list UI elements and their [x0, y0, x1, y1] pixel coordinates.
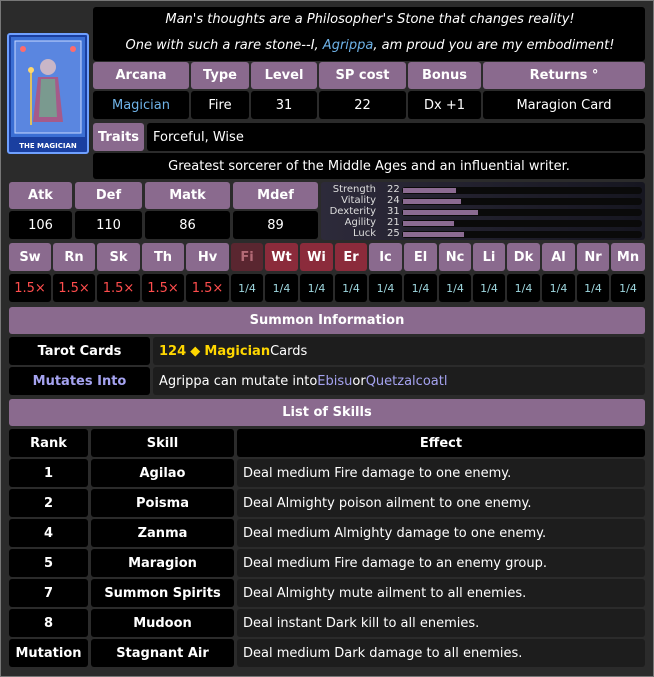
atk-value: 106 — [9, 211, 72, 239]
skill-effect: Deal medium Almighty damage to one enemy. — [237, 519, 645, 547]
sp-cost-value: 22 — [319, 91, 406, 119]
affinity-value-th: 1.5 × — [142, 274, 184, 302]
skill-effect: Deal medium Dark damage to all enemies. — [237, 639, 645, 667]
traits-label: Traits — [93, 123, 144, 151]
affinity-value-rn: 1.5 × — [53, 274, 95, 302]
affinity-header-nr: Nr — [577, 243, 609, 271]
matk-value: 86 — [145, 211, 230, 239]
effect-header: Effect — [237, 429, 645, 457]
stat-bar — [403, 210, 478, 215]
quote-line-2: One with such a rare stone--I, Agrippa, am proud you are my embodiment! — [125, 38, 615, 53]
stat-value: 31 — [387, 206, 400, 217]
stat-value: 22 — [387, 184, 400, 195]
affinity-value-fi: 1 / 4 — [231, 274, 263, 302]
skill-name[interactable]: Stagnant Air — [91, 639, 234, 667]
affinity-header-dk: Dk — [507, 243, 540, 271]
skill-effect: Deal Almighty poison ailment to one enemy. — [237, 489, 645, 517]
rank-header: Rank — [9, 429, 88, 457]
affinity-value-al: 1 / 4 — [542, 274, 575, 302]
tarot-cards-value: 124 ◆ Magician Cards — [153, 337, 645, 365]
traits-value: Forceful, Wise — [147, 123, 645, 151]
returns-header: Returns ° — [483, 62, 645, 89]
mutation-ebisu-link[interactable]: Ebisu — [317, 373, 353, 389]
skills-title: List of Skills — [9, 399, 645, 426]
affinity-value-sk: 1.5 × — [97, 274, 140, 302]
arcana-header: Arcana — [93, 62, 189, 89]
affinity-header-wt: Wt — [265, 243, 298, 271]
stat-label: Strength — [332, 184, 376, 195]
affinity-header-el: El — [404, 243, 437, 271]
skill-rank: 4 — [9, 519, 88, 547]
sp-cost-header: SP cost — [319, 62, 406, 89]
matk-header: Matk — [145, 182, 230, 209]
magician-figure-icon — [11, 37, 85, 137]
bonus-header: Bonus — [408, 62, 481, 89]
mdef-value: 89 — [233, 211, 318, 239]
def-value: 110 — [75, 211, 142, 239]
affinity-header-er: Er — [335, 243, 367, 271]
affinity-header-fi: Fi — [231, 243, 263, 271]
affinity-value-sw: 1.5 × — [9, 274, 51, 302]
affinity-value-hv: 1.5 × — [186, 274, 229, 302]
mutation-quetzalcoatl-link[interactable]: Quetzalcoatl — [365, 373, 448, 389]
stat-bar — [403, 188, 456, 193]
affinity-header-wi: Wi — [300, 243, 333, 271]
skill-name[interactable]: Zanma — [91, 519, 234, 547]
summon-title: Summon Information — [9, 307, 645, 334]
affinity-value-dk: 1 / 4 — [507, 274, 540, 302]
affinity-value-er: 1 / 4 — [335, 274, 367, 302]
level-header: Level — [251, 62, 317, 89]
diamond-icon: ◆ — [190, 343, 201, 359]
affinity-value-mn: 1 / 4 — [611, 274, 645, 302]
arcana-value[interactable]: Magician — [93, 91, 189, 119]
stat-bar — [403, 199, 461, 204]
affinity-value-el: 1 / 4 — [404, 274, 437, 302]
skill-effect: Deal medium Fire damage to an enemy group. — [237, 549, 645, 577]
mdef-header: Mdef — [233, 182, 318, 209]
skill-name[interactable]: Agilao — [91, 459, 234, 487]
bonus-value: Dx +1 — [408, 91, 481, 119]
stat-value: 24 — [387, 195, 400, 206]
affinity-value-ic: 1 / 4 — [369, 274, 402, 302]
affinity-value-wi: 1 / 4 — [300, 274, 333, 302]
affinity-header-nc: Nc — [439, 243, 471, 271]
quote-line-1: Man's thoughts are a Philosopher's Stone that changes reality! — [165, 12, 575, 27]
skill-name[interactable]: Poisma — [91, 489, 234, 517]
stat-bar — [403, 232, 464, 237]
skill-effect: Deal instant Dark kill to all enemies. — [237, 609, 645, 637]
affinity-header-th: Th — [142, 243, 184, 271]
skill-effect: Deal medium Fire damage to one enemy. — [237, 459, 645, 487]
mutates-into-label: Mutates Into — [9, 367, 150, 395]
level-value: 31 — [251, 91, 317, 119]
returns-value: Maragion Card — [483, 91, 645, 119]
skill-rank: Mutation — [9, 639, 88, 667]
stat-value: 25 — [387, 228, 400, 239]
skill-effect: Deal Almighty mute ailment to all enemies. — [237, 579, 645, 607]
stat-value: 21 — [387, 217, 400, 228]
description: Greatest sorcerer of the Middle Ages and an influential writer. — [93, 153, 645, 179]
type-header: Type — [191, 62, 249, 89]
skill-header: Skill — [91, 429, 234, 457]
skill-rank: 8 — [9, 609, 88, 637]
stat-label: Vitality — [341, 195, 376, 206]
mutates-into-value: Agrippa can mutate into Ebisu or Quetzalcoatl — [153, 367, 645, 395]
skill-name[interactable]: Mudoon — [91, 609, 234, 637]
affinity-header-sk: Sk — [97, 243, 140, 271]
skill-rank: 5 — [9, 549, 88, 577]
type-value: Fire — [191, 91, 249, 119]
stat-label: Dexterity — [329, 206, 376, 217]
affinity-header-hv: Hv — [186, 243, 229, 271]
stat-label: Luck — [352, 228, 376, 239]
card-caption: THE MAGICIAN — [19, 142, 77, 150]
affinity-value-li: 1 / 4 — [473, 274, 505, 302]
affinity-header-mn: Mn — [611, 243, 645, 271]
affinity-header-li: Li — [473, 243, 505, 271]
skill-rank: 1 — [9, 459, 88, 487]
tarot-arcana: Magician — [204, 343, 271, 359]
affinity-header-al: Al — [542, 243, 575, 271]
agrippa-name: Agrippa — [322, 38, 374, 53]
affinity-header-ic: Ic — [369, 243, 402, 271]
affinity-value-wt: 1 / 4 — [265, 274, 298, 302]
tarot-cards-label: Tarot Cards — [9, 337, 150, 365]
skill-name[interactable]: Summon Spirits — [91, 579, 234, 607]
stat-label: Agility — [344, 217, 376, 228]
affinity-value-nc: 1 / 4 — [439, 274, 471, 302]
def-header: Def — [75, 182, 142, 209]
skill-rank: 2 — [9, 489, 88, 517]
atk-header: Atk — [9, 182, 72, 209]
affinity-header-rn: Rn — [53, 243, 95, 271]
tarot-card-image — [7, 33, 89, 154]
skill-rank: 7 — [9, 579, 88, 607]
affinity-value-nr: 1 / 4 — [577, 274, 609, 302]
stat-bar — [403, 221, 454, 226]
skill-name[interactable]: Maragion — [91, 549, 234, 577]
affinity-header-sw: Sw — [9, 243, 51, 271]
